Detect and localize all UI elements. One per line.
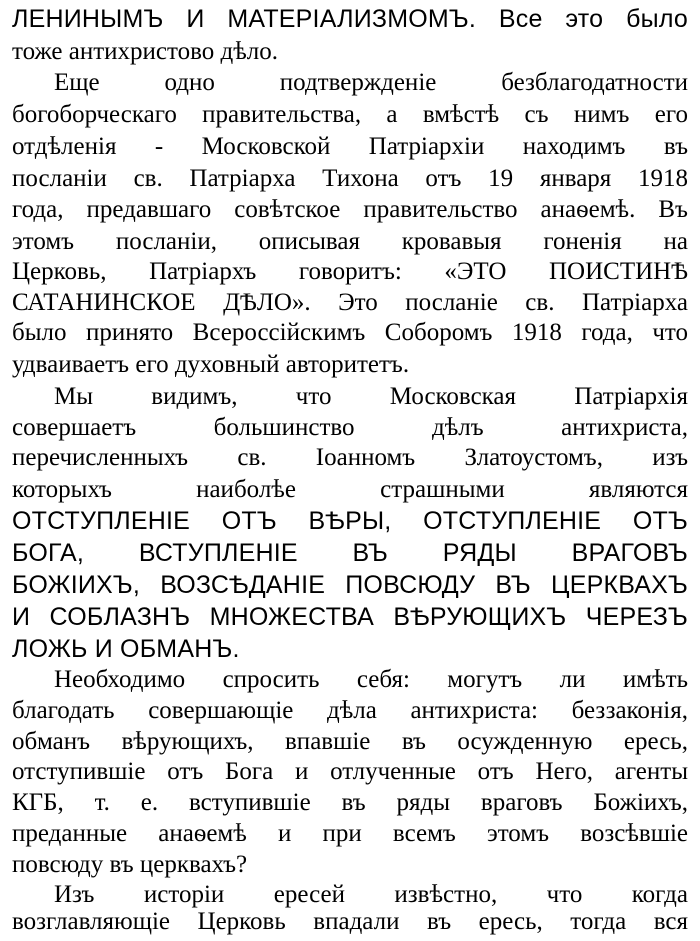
text-line-30: возглавляющіе Церковь впадали въ ересь, тогда вся — [12, 908, 688, 935]
text-line-28: повсюду въ церквахъ? — [12, 851, 248, 878]
text-line-13: Мы видимъ, что Московская Патріархія — [54, 383, 688, 410]
text-line-1: ЛЕНИНЫМЪ И МАТЕРІАЛИЗМОМЪ. Все это было — [12, 5, 688, 33]
text-line-10: САТАНИНСКОЕ ДѢЛО». Это посланіе св. Патріарха — [12, 289, 688, 316]
text-line-21: ЛОЖЬ И ОБМАНЪ. — [12, 635, 240, 663]
text-line-7: года, предавшаго совѣтское правительство анаѳемѣ. Въ — [12, 196, 688, 223]
text-line-29: Изъ исторіи ересей извѣстно, что когда — [54, 881, 688, 908]
text-line-8: этомъ посланіи, описывая кровавыя гоненія на — [12, 228, 688, 255]
text-line-22: Необходимо спросить себя: могутъ ли имѣть — [54, 666, 688, 693]
text-line-18: БОГА, ВСТУПЛЕНІЕ ВЪ РЯДЫ ВРАГОВЪ — [12, 539, 688, 567]
text-line-19: БОЖІИХЪ, ВОЗСѢДАНІЕ ПОВСЮДУ ВЪ ЦЕРКВАХЪ — [12, 571, 688, 599]
text-line-2: тоже антихристово дѣло. — [12, 38, 279, 65]
text-line-15: перечисленныхъ св. Іоанномъ Златоустомъ, изъ — [12, 444, 688, 471]
text-line-23: благодать совершающіе дѣла антихриста: беззаконія, — [12, 697, 688, 724]
text-line-4: богоборческаго правительства, а вмѣстѣ съ нимъ его — [12, 101, 688, 128]
text-line-6: посланіи св. Патріарха Тихона отъ 19 января 1918 — [12, 165, 688, 192]
text-line-5: отдѣленія - Московской Патріархіи находимъ въ — [12, 133, 688, 160]
text-line-14: совершаетъ большинство дѣлъ антихриста, — [12, 414, 688, 441]
text-line-26: КГБ, т. е. вступившіе въ ряды враговъ Божіихъ, — [12, 789, 688, 816]
text-line-24: обманъ вѣрующихъ, впавшіе въ осужденную ересь, — [12, 728, 688, 755]
text-line-25: отступившіе отъ Бога и отлученные отъ Него, агенты — [12, 758, 688, 785]
text-line-17: ОТСТУПЛЕНІЕ ОТЪ ВѢРЫ, ОТСТУПЛЕНІЕ ОТЪ — [12, 507, 688, 535]
text-line-20: И СОБЛАЗНЪ МНОЖЕСТВА ВѢРУЮЩИХЪ ЧЕРЕЗЪ — [12, 603, 688, 631]
text-line-27: преданные анаѳемѣ и при всемъ этомъ возсѣвшіе — [12, 820, 688, 847]
text-line-12: удваиваетъ его духовный авторитетъ. — [12, 351, 410, 378]
text-line-3: Еще одно подтвержденіе безблагодатности — [54, 69, 688, 96]
text-line-16: которыхъ наиболѣе страшными являются — [12, 476, 688, 503]
text-line-11: было принято Всероссійскимъ Соборомъ 1918 года, что — [12, 319, 688, 346]
text-line-9: Церковь, Патріархъ говоритъ: «ЭТО ПОИСТИНѢ — [12, 258, 688, 285]
